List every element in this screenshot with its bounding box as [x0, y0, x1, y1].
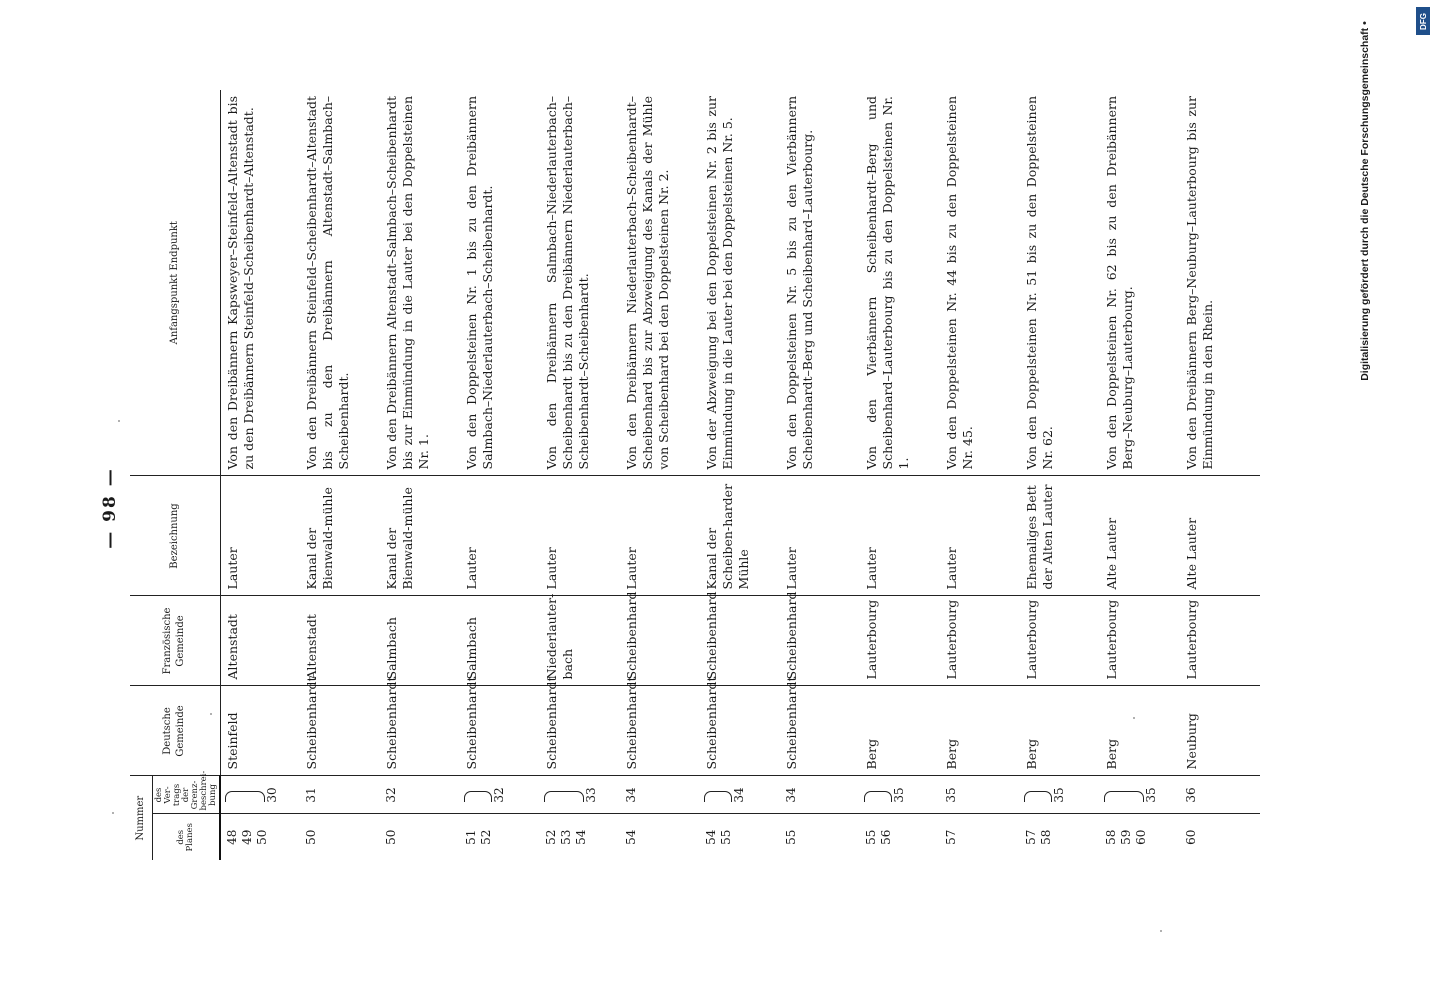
plan-number: 58	[1104, 829, 1119, 845]
deutsche-gemeinde: Berg	[1100, 686, 1180, 776]
scan-speck	[118, 420, 120, 422]
brace-mark	[544, 791, 584, 802]
table-row	[620, 90, 700, 860]
plan-numbers	[700, 814, 780, 860]
plan-number: 54	[704, 829, 719, 845]
deutsche-gemeinde: Berg	[940, 686, 1020, 776]
bezeichnung: Lauter	[940, 476, 1020, 596]
boundary-table-rotated	[130, 90, 1300, 860]
plan-numbers	[220, 814, 300, 860]
deutsche-gemeinde: Scheibenhardt	[380, 686, 460, 776]
deutsche-gemeinde: Berg	[1020, 686, 1100, 776]
table-row	[1180, 90, 1260, 860]
vertrag-number: 36	[1184, 787, 1199, 803]
plan-number: 55	[784, 829, 799, 845]
vertrag-number: 33	[584, 787, 599, 803]
scan-speck	[1160, 930, 1162, 932]
anfangspunkt-endpunkt: Von den Dreibännern Kapsweyer–Steinfeld–Altenstadt bis zu den Dreibännern Steinfeld–Scheibenhardt–Altenstadt.	[220, 90, 300, 476]
plan-numbers	[1180, 814, 1260, 860]
table-body	[220, 90, 1260, 860]
brace-mark	[864, 791, 892, 802]
franzoesische-gemeinde: Lauterbourg	[1100, 596, 1180, 686]
vertrag-number-cell	[460, 776, 540, 814]
bezeichnung: Lauter	[780, 476, 860, 596]
vertrag-number: 31	[304, 787, 319, 803]
table-row	[860, 90, 940, 860]
page-number: — 98 —	[100, 467, 120, 549]
plan-number: 54	[574, 829, 589, 845]
vertrag-number: 34	[784, 787, 799, 803]
bezeichnung: Lauter	[220, 476, 300, 596]
plan-numbers	[620, 814, 700, 860]
plan-number: 53	[559, 829, 574, 845]
franzoesische-gemeinde: Scheibenhard	[620, 596, 700, 686]
vertrag-number: 35	[944, 787, 959, 803]
plan-number: 55	[864, 829, 879, 845]
table-row	[300, 90, 380, 860]
plan-number: 60	[1134, 829, 1149, 845]
scan-speck	[210, 713, 212, 715]
vertrag-number: 30	[265, 787, 280, 803]
plan-number: 50	[304, 829, 319, 845]
franzoesische-gemeinde: Salmbach	[380, 596, 460, 686]
deutsche-gemeinde: Neuburg	[1180, 686, 1260, 776]
header-deutsche-gemeinde: Deutsche Gemeinde	[130, 686, 220, 776]
plan-numbers	[380, 814, 460, 860]
plan-number: 54	[624, 829, 639, 845]
brace-mark	[704, 791, 732, 802]
vertrag-number: 35	[1052, 787, 1067, 803]
plan-numbers	[540, 814, 620, 860]
bezeichnung: Kanal der Bienwald-mühle	[300, 476, 380, 596]
bezeichnung: Lauter	[620, 476, 700, 596]
franzoesische-gemeinde: Altenstadt	[220, 596, 300, 686]
plan-number: 50	[384, 829, 399, 845]
plan-number: 60	[1184, 829, 1199, 845]
bezeichnung: Kanal der Scheiben-harder Mühle	[700, 476, 780, 596]
bezeichnung: Alte Lauter	[1180, 476, 1260, 596]
table-row	[940, 90, 1020, 860]
scan-speck	[1133, 717, 1135, 719]
vertrag-number-cell	[220, 776, 300, 814]
anfangspunkt-endpunkt: Von den Doppelsteinen Nr. 51 bis zu den Doppelsteinen Nr. 62.	[1020, 90, 1100, 476]
vertrag-number: 32	[492, 787, 507, 803]
deutsche-gemeinde: Scheibenhardt	[780, 686, 860, 776]
plan-numbers	[860, 814, 940, 860]
franzoesische-gemeinde: Scheibenhard	[780, 596, 860, 686]
plan-number: 55	[719, 829, 734, 845]
dfg-logo	[1416, 7, 1430, 35]
plan-number: 48	[225, 829, 240, 845]
anfangspunkt-endpunkt: Von den Dreibännern Steinfeld–Scheibenhardt–Altenstadt bis zu den Dreibännern Altenstadt–Salmbach–Scheibenhardt.	[300, 90, 380, 476]
plan-number: 58	[1039, 829, 1054, 845]
anfangspunkt-endpunkt: Von den Doppelsteinen Nr. 44 bis zu den Doppelsteinen Nr. 45.	[940, 90, 1020, 476]
brace-mark	[464, 791, 492, 802]
plan-numbers	[300, 814, 380, 860]
anfangspunkt-endpunkt: Von der Abzweigung bei den Doppelsteinen Nr. 2 bis zur Einmündung in die Lauter bei den Doppelsteinen Nr. 5.	[700, 90, 780, 476]
table-row	[700, 90, 780, 860]
table-row	[540, 90, 620, 860]
header-anfangspunkt-endpunkt: Anfangspunkt Endpunkt	[130, 90, 220, 476]
anfangspunkt-endpunkt: Von den Doppelsteinen Nr. 5 bis zu den Vierbännern Scheibenhardt–Berg und Scheibenhard–Lauterbourg.	[780, 90, 860, 476]
plan-number: 49	[240, 829, 255, 845]
boundary-table	[130, 90, 1260, 860]
franzoesische-gemeinde: Lauterbourg	[1180, 596, 1260, 686]
vertrag-number: 34	[732, 787, 747, 803]
franzoesische-gemeinde: Lauterbourg	[940, 596, 1020, 686]
header-des-planes: des Planes	[153, 814, 221, 860]
franzoesische-gemeinde: Niederlauter-bach	[540, 596, 620, 686]
deutsche-gemeinde: Steinfeld	[220, 686, 300, 776]
deutsche-gemeinde: Scheibenhardt	[540, 686, 620, 776]
table-row	[780, 90, 860, 860]
table-row	[220, 90, 300, 860]
plan-number: 56	[879, 829, 894, 845]
vertrag-number: 32	[384, 787, 399, 803]
vertrag-number: 34	[624, 787, 639, 803]
plan-number: 59	[1119, 829, 1134, 845]
bezeichnung: Ehemaliges Bett der Alten Lauter	[1020, 476, 1100, 596]
brace-mark	[1024, 791, 1052, 802]
header-franzoesische-gemeinde: Französische Gemeinde	[130, 596, 220, 686]
vertrag-number-cell	[300, 776, 380, 814]
vertrag-number-cell	[1180, 776, 1260, 814]
header-bezeichnung: Bezeichnung	[130, 476, 220, 596]
digitization-credit: Digitalisierung gefördert durch die Deutsche Forschungsgemeinschaft •	[1359, 21, 1371, 381]
anfangspunkt-endpunkt: Von den Doppelsteinen Nr. 62 bis zu den Dreibännern Berg–Neuburg–Lauterbourg.	[1100, 90, 1180, 476]
plan-number: 52	[544, 829, 559, 845]
anfangspunkt-endpunkt: Von den Dreibännern Altenstadt–Salmbach–Scheibenhardt bis zur Einmündung in die Lauter bei den Doppelsteinen Nr. 1.	[380, 90, 460, 476]
anfangspunkt-endpunkt: Von den Dreibännern Niederlauterbach–Scheibenhardt–Scheibenhard bis zur Abzweigung des Kanals der Mühle von Scheibenhard bei den Doppelsteinen Nr. 2.	[620, 90, 700, 476]
dfg-logo-text: DFG	[1418, 12, 1428, 30]
deutsche-gemeinde: Scheibenhardt	[300, 686, 380, 776]
table-row	[1020, 90, 1100, 860]
plan-number: 57	[1024, 829, 1039, 845]
franzoesische-gemeinde: Altenstadt	[300, 596, 380, 686]
table-row	[380, 90, 460, 860]
brace-mark	[1104, 791, 1144, 802]
deutsche-gemeinde: Scheibenhardt	[460, 686, 540, 776]
vertrag-number-cell	[1100, 776, 1180, 814]
anfangspunkt-endpunkt: Von den Dreibännern Berg–Neuburg–Lauterbourg bis zur Einmündung in den Rhein.	[1180, 90, 1260, 476]
vertrag-number-cell	[700, 776, 780, 814]
bezeichnung: Lauter	[460, 476, 540, 596]
bezeichnung: Alte Lauter	[1100, 476, 1180, 596]
bezeichnung: Kanal der Bienwald-mühle	[380, 476, 460, 596]
deutsche-gemeinde: Berg	[860, 686, 940, 776]
plan-number: 57	[944, 829, 959, 845]
vertrag-number: 35	[1144, 787, 1159, 803]
boundary-table-frame	[130, 90, 1300, 860]
vertrag-number-cell	[780, 776, 860, 814]
table-row	[1100, 90, 1180, 860]
plan-numbers	[1020, 814, 1100, 860]
plan-numbers	[940, 814, 1020, 860]
anfangspunkt-endpunkt: Von den Doppelsteinen Nr. 1 bis zu den Dreibännern Salmbach–Niederlauterbach–Scheibenhardt.	[460, 90, 540, 476]
plan-numbers	[1100, 814, 1180, 860]
franzoesische-gemeinde: Lauterbourg	[860, 596, 940, 686]
anfangspunkt-endpunkt: Von den Dreibännern Salmbach–Niederlauterbach–Scheibenhardt bis zu den Dreibännern Niederlauterbach–Scheibenhardt–Scheibenhardt.	[540, 90, 620, 476]
vertrag-number: 35	[892, 787, 907, 803]
deutsche-gemeinde: Scheibenhardt	[700, 686, 780, 776]
plan-numbers	[460, 814, 540, 860]
header-nummer: Nummer	[130, 776, 153, 860]
plan-number: 51	[464, 829, 479, 845]
bezeichnung: Lauter	[540, 476, 620, 596]
scan-speck	[112, 812, 114, 814]
bezeichnung: Lauter	[860, 476, 940, 596]
franzoesische-gemeinde: Scheibenhard	[700, 596, 780, 686]
plan-number: 50	[255, 829, 270, 845]
vertrag-number-cell	[620, 776, 700, 814]
vertrag-number-cell	[1020, 776, 1100, 814]
vertrag-number-cell	[380, 776, 460, 814]
plan-number: 52	[479, 829, 494, 845]
vertrag-number-cell	[540, 776, 620, 814]
franzoesische-gemeinde: Lauterbourg	[1020, 596, 1100, 686]
anfangspunkt-endpunkt: Von den Vierbännern Scheibenhardt–Berg und Scheibenhard–Lauterbourg bis zu den Doppelsteinen Nr. 1.	[860, 90, 940, 476]
brace-mark	[225, 791, 265, 802]
vertrag-number-cell	[860, 776, 940, 814]
vertrag-number-cell	[940, 776, 1020, 814]
plan-numbers	[780, 814, 860, 860]
franzoesische-gemeinde: Salmbach	[460, 596, 540, 686]
deutsche-gemeinde: Scheibenhardt	[620, 686, 700, 776]
header-des-vertrags: des Ver- trags der Grenz- beschrei- bung	[153, 776, 221, 814]
table-row	[460, 90, 540, 860]
